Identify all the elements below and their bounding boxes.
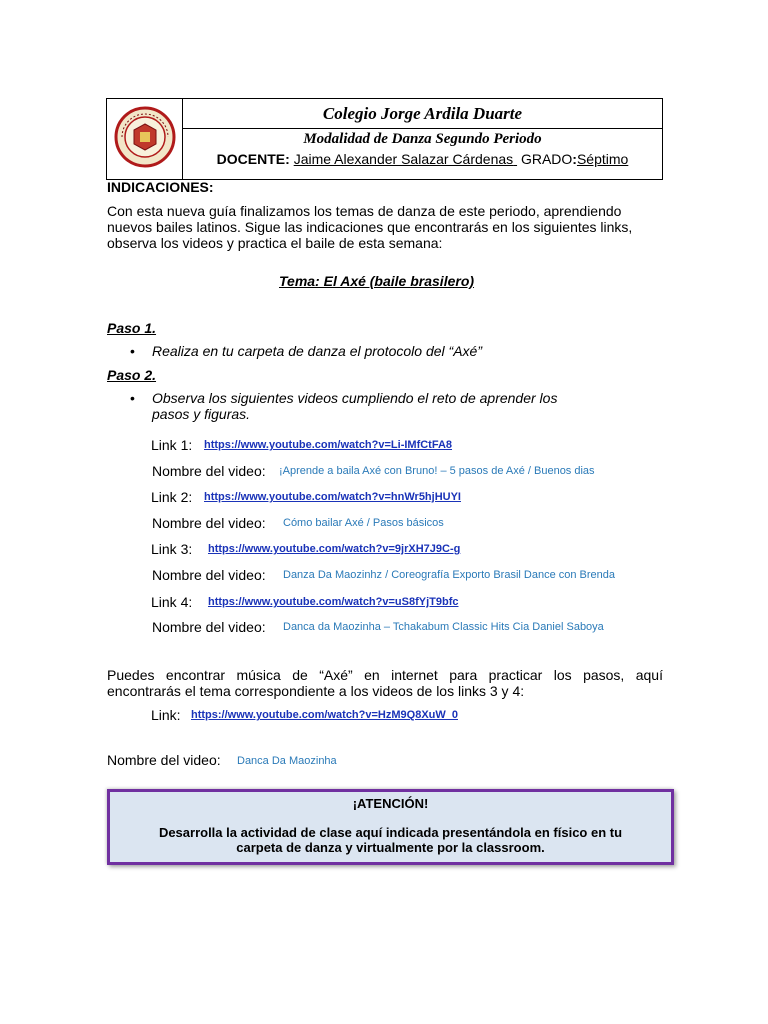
indicaciones-line: observa los videos y practica el baile de esta semana:: [107, 235, 443, 251]
video-name-label: Nombre del video:: [152, 463, 266, 479]
paso2-line: pasos y figuras.: [152, 406, 251, 422]
attention-box: [107, 789, 674, 865]
video-name-label: Nombre del video:: [152, 619, 266, 635]
link-label: Link 3:: [151, 541, 193, 557]
video-name-2: Cómo bailar Axé / Pasos básicos: [283, 517, 444, 529]
school-crest-icon: [114, 106, 176, 168]
school-name: Colegio Jorge Ardila Duarte: [322, 103, 523, 123]
paso1-title: Paso 1.: [107, 320, 157, 336]
indicaciones-paragraph: [107, 203, 663, 251]
musica-line: Puedes encontrar música de “Axé” en internet para practicar los pasos, aquí: [107, 667, 663, 683]
docente-label: DOCENTE:: [216, 151, 290, 167]
paso2-instruction: [152, 390, 557, 422]
grado-value: Séptimo: [576, 151, 629, 167]
logo-cell: [107, 99, 183, 179]
info-row: [183, 129, 662, 179]
youtube-link-3[interactable]: https://www.youtube.com/watch?v=9jrXH7J9C-g: [208, 543, 461, 555]
indicaciones-line: nuevos bailes latinos. Sigue las indicaciones que encontrarás en los siguientes links,: [107, 219, 633, 235]
indicaciones-line: Con esta nueva guía finalizamos los temas de danza de este periodo, aprendiendo: [107, 203, 622, 219]
video-name-3: Danza Da Maozinhz / Coreografía Exporto Brasil Dance con Brenda: [283, 569, 616, 581]
youtube-link-4[interactable]: https://www.youtube.com/watch?v=uS8fYjT9bfc: [208, 596, 459, 608]
bullet-icon: •: [130, 390, 135, 406]
tema-title: Tema: El Axé (baile brasilero): [279, 273, 475, 289]
link-label: Link 1:: [151, 437, 193, 453]
youtube-link-2[interactable]: https://www.youtube.com/watch?v=hnWr5hjHUYI: [204, 491, 461, 503]
paso2-line: Observa los siguientes videos cumpliendo el reto de aprender los: [152, 390, 558, 406]
paso1-instruction: Realiza en tu carpeta de danza el protocolo del “Axé”: [152, 343, 482, 359]
video-name-4: Danca da Maozinha – Tchakabum Classic Hits Cia Daniel Saboya: [283, 621, 604, 633]
attention-title: ¡ATENCIÓN!: [352, 796, 429, 811]
docente-line: DOCENTE: Jaime Alexander Salazar Cárdenas GRADO:Séptimo: [216, 151, 629, 167]
header-table: [106, 98, 663, 180]
grado-label: GRADO: [520, 151, 573, 167]
musica-line: encontrarás el tema correspondiente a los videos de los links 3 y 4:: [107, 683, 525, 699]
paso2-title: Paso 2.: [107, 367, 157, 383]
video-name-label: Nombre del video:: [152, 567, 266, 583]
video-name-label: Nombre del video:: [152, 515, 266, 531]
modalidad-title: Modalidad de Danza Segundo Periodo: [303, 131, 542, 147]
link-label: Link 2:: [151, 489, 193, 505]
music-video-name: Danca Da Maozinha: [237, 755, 337, 767]
school-name-row: [183, 99, 662, 129]
indicaciones-heading: INDICACIONES:: [107, 179, 214, 195]
docente-name: Jaime Alexander Salazar Cárdenas: [293, 151, 514, 167]
link-label: Link 4:: [151, 594, 193, 610]
youtube-link-1[interactable]: https://www.youtube.com/watch?v=Li-IMfCtFA8: [204, 439, 453, 451]
music-link-label: Link:: [151, 707, 181, 723]
bullet-icon: •: [130, 343, 135, 359]
video-name-1: ¡Aprende a baila Axé con Bruno! – 5 pasos de Axé / Buenos dias: [279, 465, 595, 477]
attention-body: [110, 825, 671, 855]
music-video-name-label: Nombre del video:: [107, 752, 221, 768]
music-youtube-link[interactable]: https://www.youtube.com/watch?v=HzM9Q8XuW_0: [191, 709, 458, 721]
attention-line: Desarrolla la actividad de clase aquí indicada presentándola en físico en tu: [158, 825, 623, 840]
musica-paragraph: [107, 667, 663, 699]
attention-line: carpeta de danza y virtualmente por la classroom.: [236, 840, 545, 855]
